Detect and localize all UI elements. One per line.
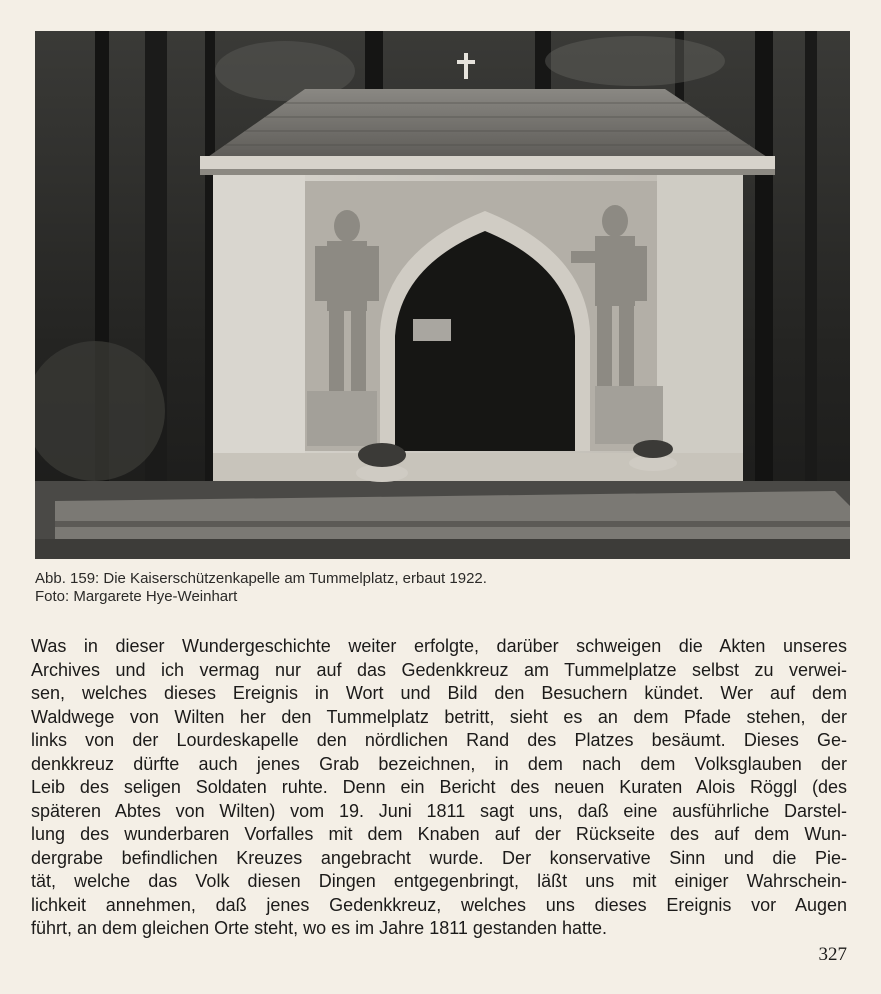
text-line: lung des wunderbaren Vorfalles mit dem Knaben auf der Rückseite des auf dem Wun-	[31, 824, 847, 844]
text-line: links von der Lourdeskapelle den nördlichen Rand des Platzes besäumt. Dieses Ge-	[31, 730, 847, 750]
figure-caption	[35, 570, 850, 606]
body-paragraph	[31, 635, 847, 941]
page-number: 327	[818, 944, 847, 965]
text-line: Archives und ich vermag nur auf das Gedenkkreuz am Tummelplatze selbst zu verwei-	[31, 659, 847, 680]
text-line: lichkeit annehmen, daß jenes Gedenkkreuz, welches uns dieses Ereignis vor Augen	[31, 894, 847, 915]
text-line: führt, an dem gleichen Orte steht, wo es im Jahre 1811 gestanden hatte.	[31, 918, 608, 938]
text-line: Waldwege von Wilten her den Tummelplatz betritt, sieht es an dem Pfade stehen, der	[31, 706, 847, 727]
text-line: tät, welche das Volk diesen Dingen entgegenbringt, läßt uns mit einiger Wahrschein-	[31, 871, 847, 891]
caption-title: Abb. 159: Die Kaiserschützenkapelle am Tummelplatz, erbaut 1922.	[35, 570, 487, 587]
text-line: dergrabe befindlichen Kreuzes angebracht wurde. Der konservative Sinn und die Pie-	[31, 847, 847, 868]
text-line: späteren Abtes von Wilten) vom 19. Juni 1811 sagt uns, daß eine ausführliche Darstel-	[31, 800, 847, 821]
chapel-photograph	[35, 31, 850, 559]
text-line: Leib des seligen Soldaten ruhte. Denn ein Bericht des neuen Kuraten Alois Röggl (des	[31, 777, 847, 797]
text-line: Was in dieser Wundergeschichte weiter erfolgte, darüber schweigen die Akten unseres	[31, 636, 847, 656]
caption-photo-credit: Foto: Margarete Hye-Weinhart	[35, 588, 238, 605]
text-line: denkkreuz dürfte auch jenes Grab bezeichnen, in dem nach dem Volksglauben der	[31, 753, 847, 774]
text-line: sen, welches dieses Ereignis in Wort und Bild den Besuchern kündet. Wer auf dem	[31, 683, 847, 703]
